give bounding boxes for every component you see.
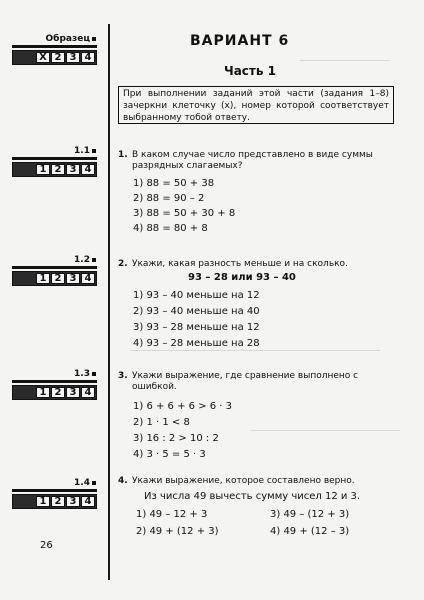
answer-cells: [12, 494, 97, 509]
answer-cell[interactable]: 1: [36, 164, 50, 175]
faint-scan-mark: [300, 60, 390, 61]
answer-cell[interactable]: 3: [66, 164, 80, 175]
task-1-option-4: 4) 88 = 80 + 8: [133, 223, 208, 234]
answer-box-1-4: [12, 478, 97, 509]
answer-cell[interactable]: 1: [36, 273, 50, 284]
answer-cell[interactable]: 4: [81, 496, 95, 507]
answer-cell-crossed[interactable]: X: [36, 52, 50, 63]
task-2-option-3: 3) 93 – 28 меньше на 12: [133, 322, 260, 333]
task-4-option-1: 1) 49 – 12 + 3: [136, 509, 208, 520]
variant-title: ВАРИАНТ 6: [190, 33, 290, 49]
box-top-bar: [12, 266, 97, 269]
instructions-text: При выполнении заданий этой части (задания 1–8) зачеркни клеточку (x), номер которой соответствует выбранному тобой ответу.: [123, 89, 389, 123]
answer-box-label: 1.1: [74, 146, 90, 156]
answer-box-1-3: [12, 369, 97, 400]
task-4-option-4: 4) 49 + (12 – 3): [270, 526, 350, 537]
sample-answer-box: [12, 34, 97, 65]
answer-box-1-1: [12, 146, 97, 177]
answer-cell[interactable]: 4: [81, 52, 95, 63]
answer-cell[interactable]: 3: [66, 52, 80, 63]
square-bullet-icon: [92, 258, 96, 262]
task-2-option-1: 1) 93 – 40 меньше на 12: [133, 290, 260, 301]
answer-box-label: 1.2: [74, 255, 90, 265]
task-3-option-1: 1) 6 + 6 + 6 > 6 · 3: [133, 401, 232, 412]
task-3-question: [118, 371, 400, 395]
margin-divider-line: [108, 24, 110, 580]
task-text: Укажи выражение, которое составлено верно.: [132, 476, 355, 486]
answer-cell[interactable]: 1: [36, 496, 50, 507]
page-number: 26: [40, 540, 53, 551]
task-2-option-2: 2) 93 – 40 меньше на 40: [133, 306, 260, 317]
answer-cells: [12, 271, 97, 286]
task-1-option-2: 2) 88 = 90 – 2: [133, 193, 205, 204]
answer-box-1-2: [12, 255, 97, 286]
answer-cell[interactable]: 4: [81, 164, 95, 175]
answer-cell[interactable]: 2: [51, 273, 65, 284]
answer-cell[interactable]: 2: [51, 52, 65, 63]
answer-cell[interactable]: 2: [51, 496, 65, 507]
box-top-bar: [12, 380, 97, 383]
task-2-question: [118, 259, 400, 271]
instructions-box: [118, 86, 394, 124]
task-number: 4.: [118, 476, 128, 486]
square-bullet-icon: [92, 149, 96, 153]
task-1-option-3: 3) 88 = 50 + 30 + 8: [133, 208, 236, 219]
answer-cell[interactable]: 2: [51, 164, 65, 175]
answer-cell[interactable]: 2: [51, 387, 65, 398]
answer-cell[interactable]: 3: [66, 496, 80, 507]
answer-cell[interactable]: 1: [36, 387, 50, 398]
task-4-question: [118, 476, 400, 488]
task-3-option-3: 3) 16 : 2 > 10 : 2: [133, 433, 219, 444]
task-number: 2.: [118, 259, 128, 269]
faint-scan-mark: [130, 350, 380, 351]
sample-label: Образец: [45, 34, 90, 44]
answer-box-label: 1.3: [74, 369, 90, 379]
answer-cell[interactable]: 3: [66, 387, 80, 398]
sample-cells: [12, 50, 97, 65]
answer-cell[interactable]: 4: [81, 273, 95, 284]
task-text: В каком случае число представлено в виде суммы разрядных слагаемых?: [132, 150, 373, 171]
faint-scan-mark: [250, 430, 400, 431]
task-4-option-2: 2) 49 + (12 + 3): [136, 526, 219, 537]
task-1-question: [118, 150, 400, 174]
task-3-option-4: 4) 3 · 5 = 5 · 3: [133, 449, 206, 460]
task-number: 1.: [118, 150, 128, 160]
answer-cell[interactable]: 3: [66, 273, 80, 284]
box-top-bar: [12, 489, 97, 492]
square-bullet-icon: [92, 372, 96, 376]
task-4-option-3: 3) 49 – (12 + 3): [270, 509, 350, 520]
answer-box-label: 1.4: [74, 478, 90, 488]
box-top-bar: [12, 157, 97, 160]
task-number: 3.: [118, 371, 128, 381]
task-2-option-4: 4) 93 – 28 меньше на 28: [133, 338, 260, 349]
box-top-bar: [12, 45, 97, 48]
answer-cells: [12, 385, 97, 400]
square-bullet-icon: [92, 481, 96, 485]
answer-cell[interactable]: 4: [81, 387, 95, 398]
part-title: Часть 1: [224, 64, 276, 78]
task-text: Укажи выражение, где сравнение выполнено с ошибкой.: [132, 371, 359, 392]
task-2-expression: 93 – 28 или 93 – 40: [188, 272, 296, 283]
task-1-option-1: 1) 88 = 50 + 38: [133, 178, 215, 189]
answer-cells: [12, 162, 97, 177]
task-4-expression: Из числа 49 вычесть сумму чисел 12 и 3.: [144, 491, 361, 502]
task-3-option-2: 2) 1 · 1 < 8: [133, 417, 190, 428]
task-text: Укажи, какая разность меньше и на сколько.: [132, 259, 348, 269]
square-bullet-icon: [92, 37, 96, 41]
